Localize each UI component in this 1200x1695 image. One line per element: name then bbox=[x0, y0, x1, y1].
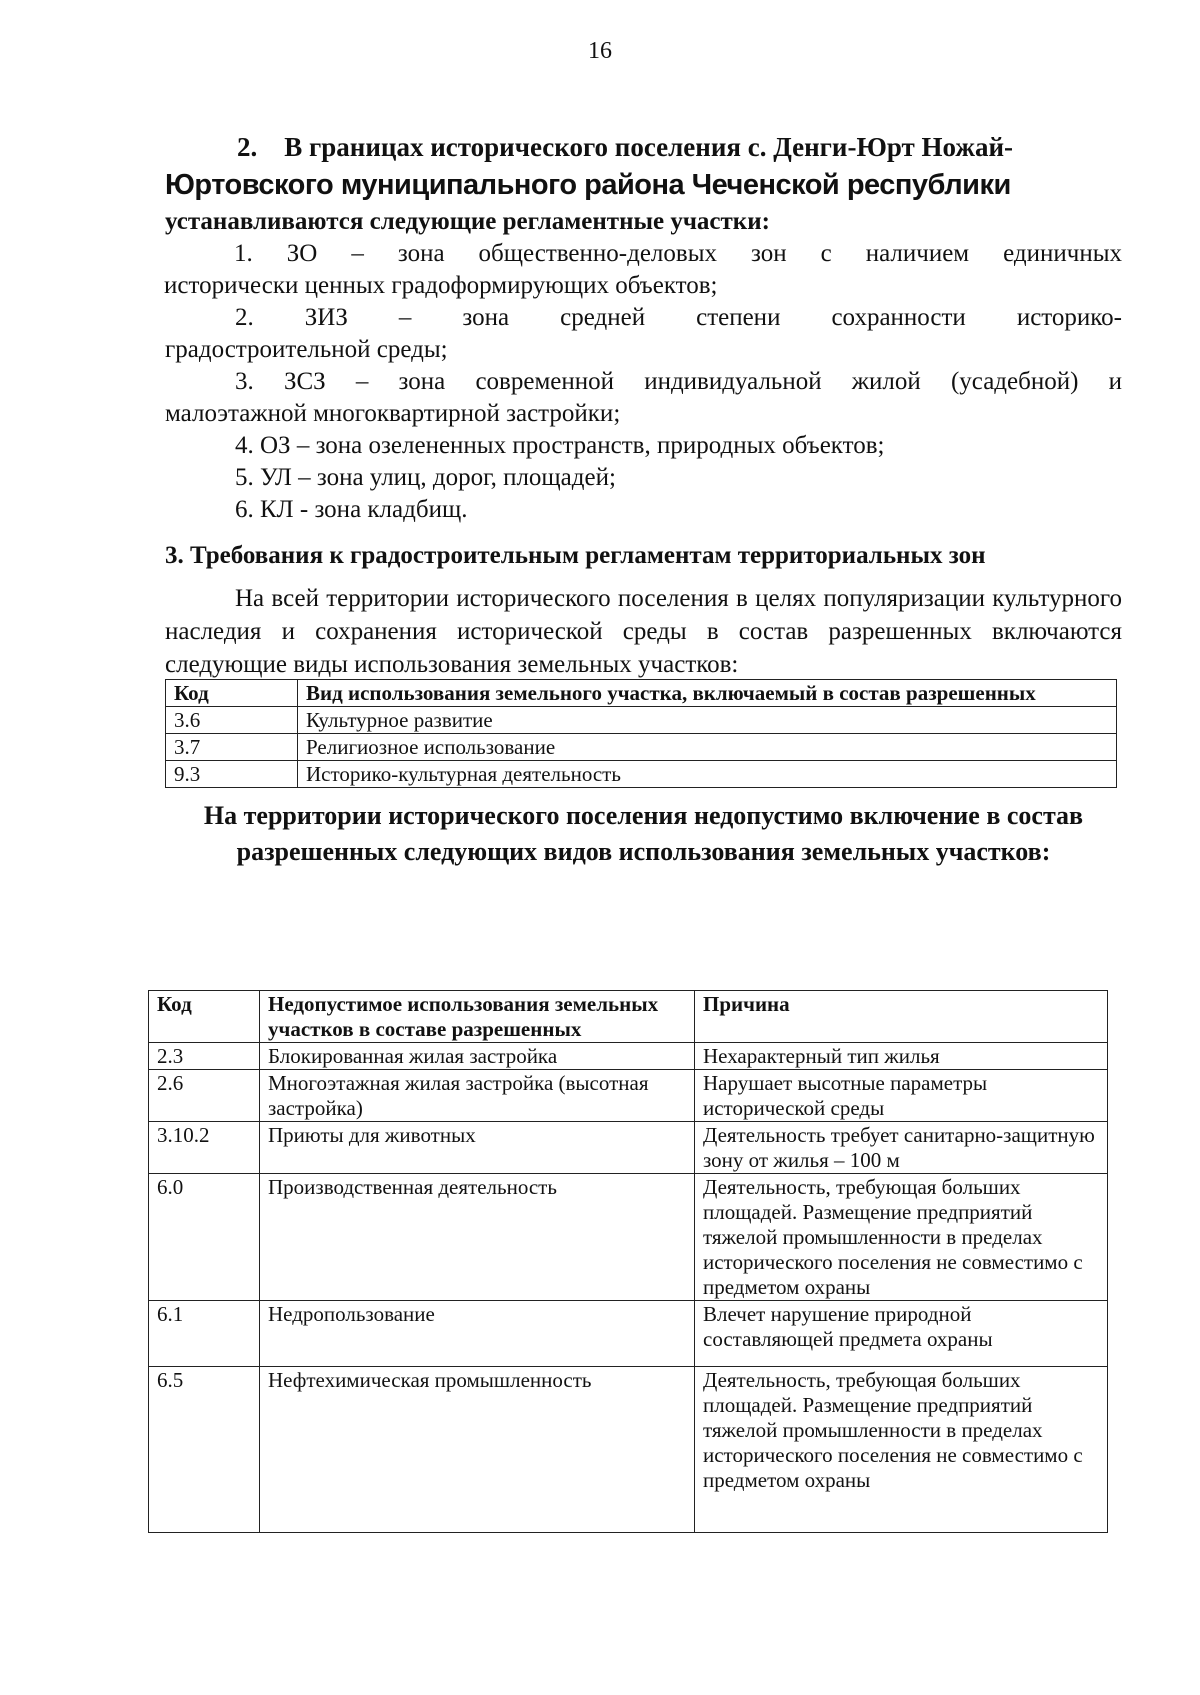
allowed-uses-table bbox=[165, 679, 1117, 788]
section-2-title-line2: Юртовского муниципального района Чеченской республики bbox=[165, 169, 1011, 201]
table-row bbox=[149, 1174, 1108, 1301]
cell-use: Многоэтажная жилая застройка (высотная застройка) bbox=[260, 1070, 695, 1122]
denied-uses-table bbox=[148, 990, 1108, 1533]
table-row bbox=[149, 1367, 1108, 1533]
table-row bbox=[149, 1043, 1108, 1070]
section-2-heading bbox=[165, 130, 1122, 238]
cell-use: Приюты для животных bbox=[260, 1122, 695, 1174]
cell-code: 3.7 bbox=[166, 734, 298, 761]
table-row bbox=[166, 761, 1117, 788]
cell-use: Нефтехимическая промышленность bbox=[260, 1367, 695, 1533]
zone-list bbox=[165, 238, 1122, 526]
table-row bbox=[149, 1122, 1108, 1174]
table-header-row bbox=[166, 680, 1117, 707]
cell-code: 2.6 bbox=[149, 1070, 260, 1122]
table-row bbox=[166, 707, 1117, 734]
cell-reason: Нарушает высотные параметры исторической среды bbox=[695, 1070, 1108, 1122]
cell-use: Производственная деятельность bbox=[260, 1174, 695, 1301]
cell-code: 6.5 bbox=[149, 1367, 260, 1533]
denied-uses-heading: На территории исторического поселения недопустимо включение в состав разрешенных следующих видов использования земельных участков: bbox=[203, 801, 1084, 866]
cell-reason: Нехарактерный тип жилья bbox=[695, 1043, 1108, 1070]
table-row bbox=[149, 1301, 1108, 1367]
zone-item: 5. УЛ – зона улиц, дорог, площадей; bbox=[235, 464, 616, 491]
column-header-reason: Причина bbox=[695, 991, 1108, 1043]
column-header-code: Код bbox=[166, 680, 298, 707]
section-3-paragraph: На всей территории исторического поселения в целях популяризации культурного наследия и сохранения исторической среды в состав разрешенных включаются следующие виды использования земельных участков: bbox=[165, 585, 1122, 678]
cell-code: 6.0 bbox=[149, 1174, 260, 1301]
cell-code: 9.3 bbox=[166, 761, 298, 788]
zone-item: 1. ЗО – зона общественно-деловых зон с наличием единичных исторически ценных градоформирующих объектов; bbox=[164, 240, 1122, 299]
document-body bbox=[165, 130, 1122, 870]
cell-code: 3.6 bbox=[166, 707, 298, 734]
page-number: 16 bbox=[588, 38, 612, 64]
cell-use: Недропользование bbox=[260, 1301, 695, 1367]
column-header-use: Вид использования земельного участка, включаемый в состав разрешенных bbox=[298, 680, 1117, 707]
cell-reason: Деятельность требует санитарно-защитную зону от жилья – 100 м bbox=[695, 1122, 1108, 1174]
table-row bbox=[149, 1070, 1108, 1122]
section-2-title-line1: 2. В границах исторического поселения с. Денги-Юрт Ножай- bbox=[237, 132, 1014, 162]
cell-code: 2.3 bbox=[149, 1043, 260, 1070]
zone-item: 4. ОЗ – зона озелененных пространств, природных объектов; bbox=[235, 432, 885, 459]
table-row bbox=[166, 734, 1117, 761]
cell-use: Культурное развитие bbox=[298, 707, 1117, 734]
cell-use: Религиозное использование bbox=[298, 734, 1117, 761]
column-header-denied-use: Недопустимое использования земельных участков в составе разрешенных bbox=[260, 991, 695, 1043]
cell-reason: Деятельность, требующая больших площадей. Размещение предприятий тяжелой промышленности в пределах исторического поселения не совместимо с предметом охраны bbox=[695, 1174, 1108, 1301]
cell-code: 6.1 bbox=[149, 1301, 260, 1367]
cell-use: Блокированная жилая застройка bbox=[260, 1043, 695, 1070]
table-header-row bbox=[149, 991, 1108, 1043]
cell-reason: Деятельность, требующая больших площадей. Размещение предприятий тяжелой промышленности в пределах исторического поселения не совместимо с предметом охраны bbox=[695, 1367, 1108, 1533]
zone-item: 6. КЛ - зона кладбищ. bbox=[235, 496, 468, 523]
column-header-code: Код bbox=[149, 991, 260, 1043]
cell-use: Историко-культурная деятельность bbox=[298, 761, 1117, 788]
zone-item: 3. ЗСЗ – зона современной индивидуальной жилой (усадебной) и малоэтажной многоквартирной застройки; bbox=[165, 368, 1122, 427]
cell-reason: Влечет нарушение природной составляющей предмета охраны bbox=[695, 1301, 1108, 1367]
section-2-title-line3: устанавливаются следующие регламентные участки: bbox=[165, 208, 770, 235]
zone-item: 2. ЗИЗ – зона средней степени сохранности историко- градостроительной среды; bbox=[165, 304, 1122, 363]
cell-code: 3.10.2 bbox=[149, 1122, 260, 1174]
section-3-heading: 3. Требования к градостроительным регламентам территориальных зон bbox=[165, 542, 986, 569]
